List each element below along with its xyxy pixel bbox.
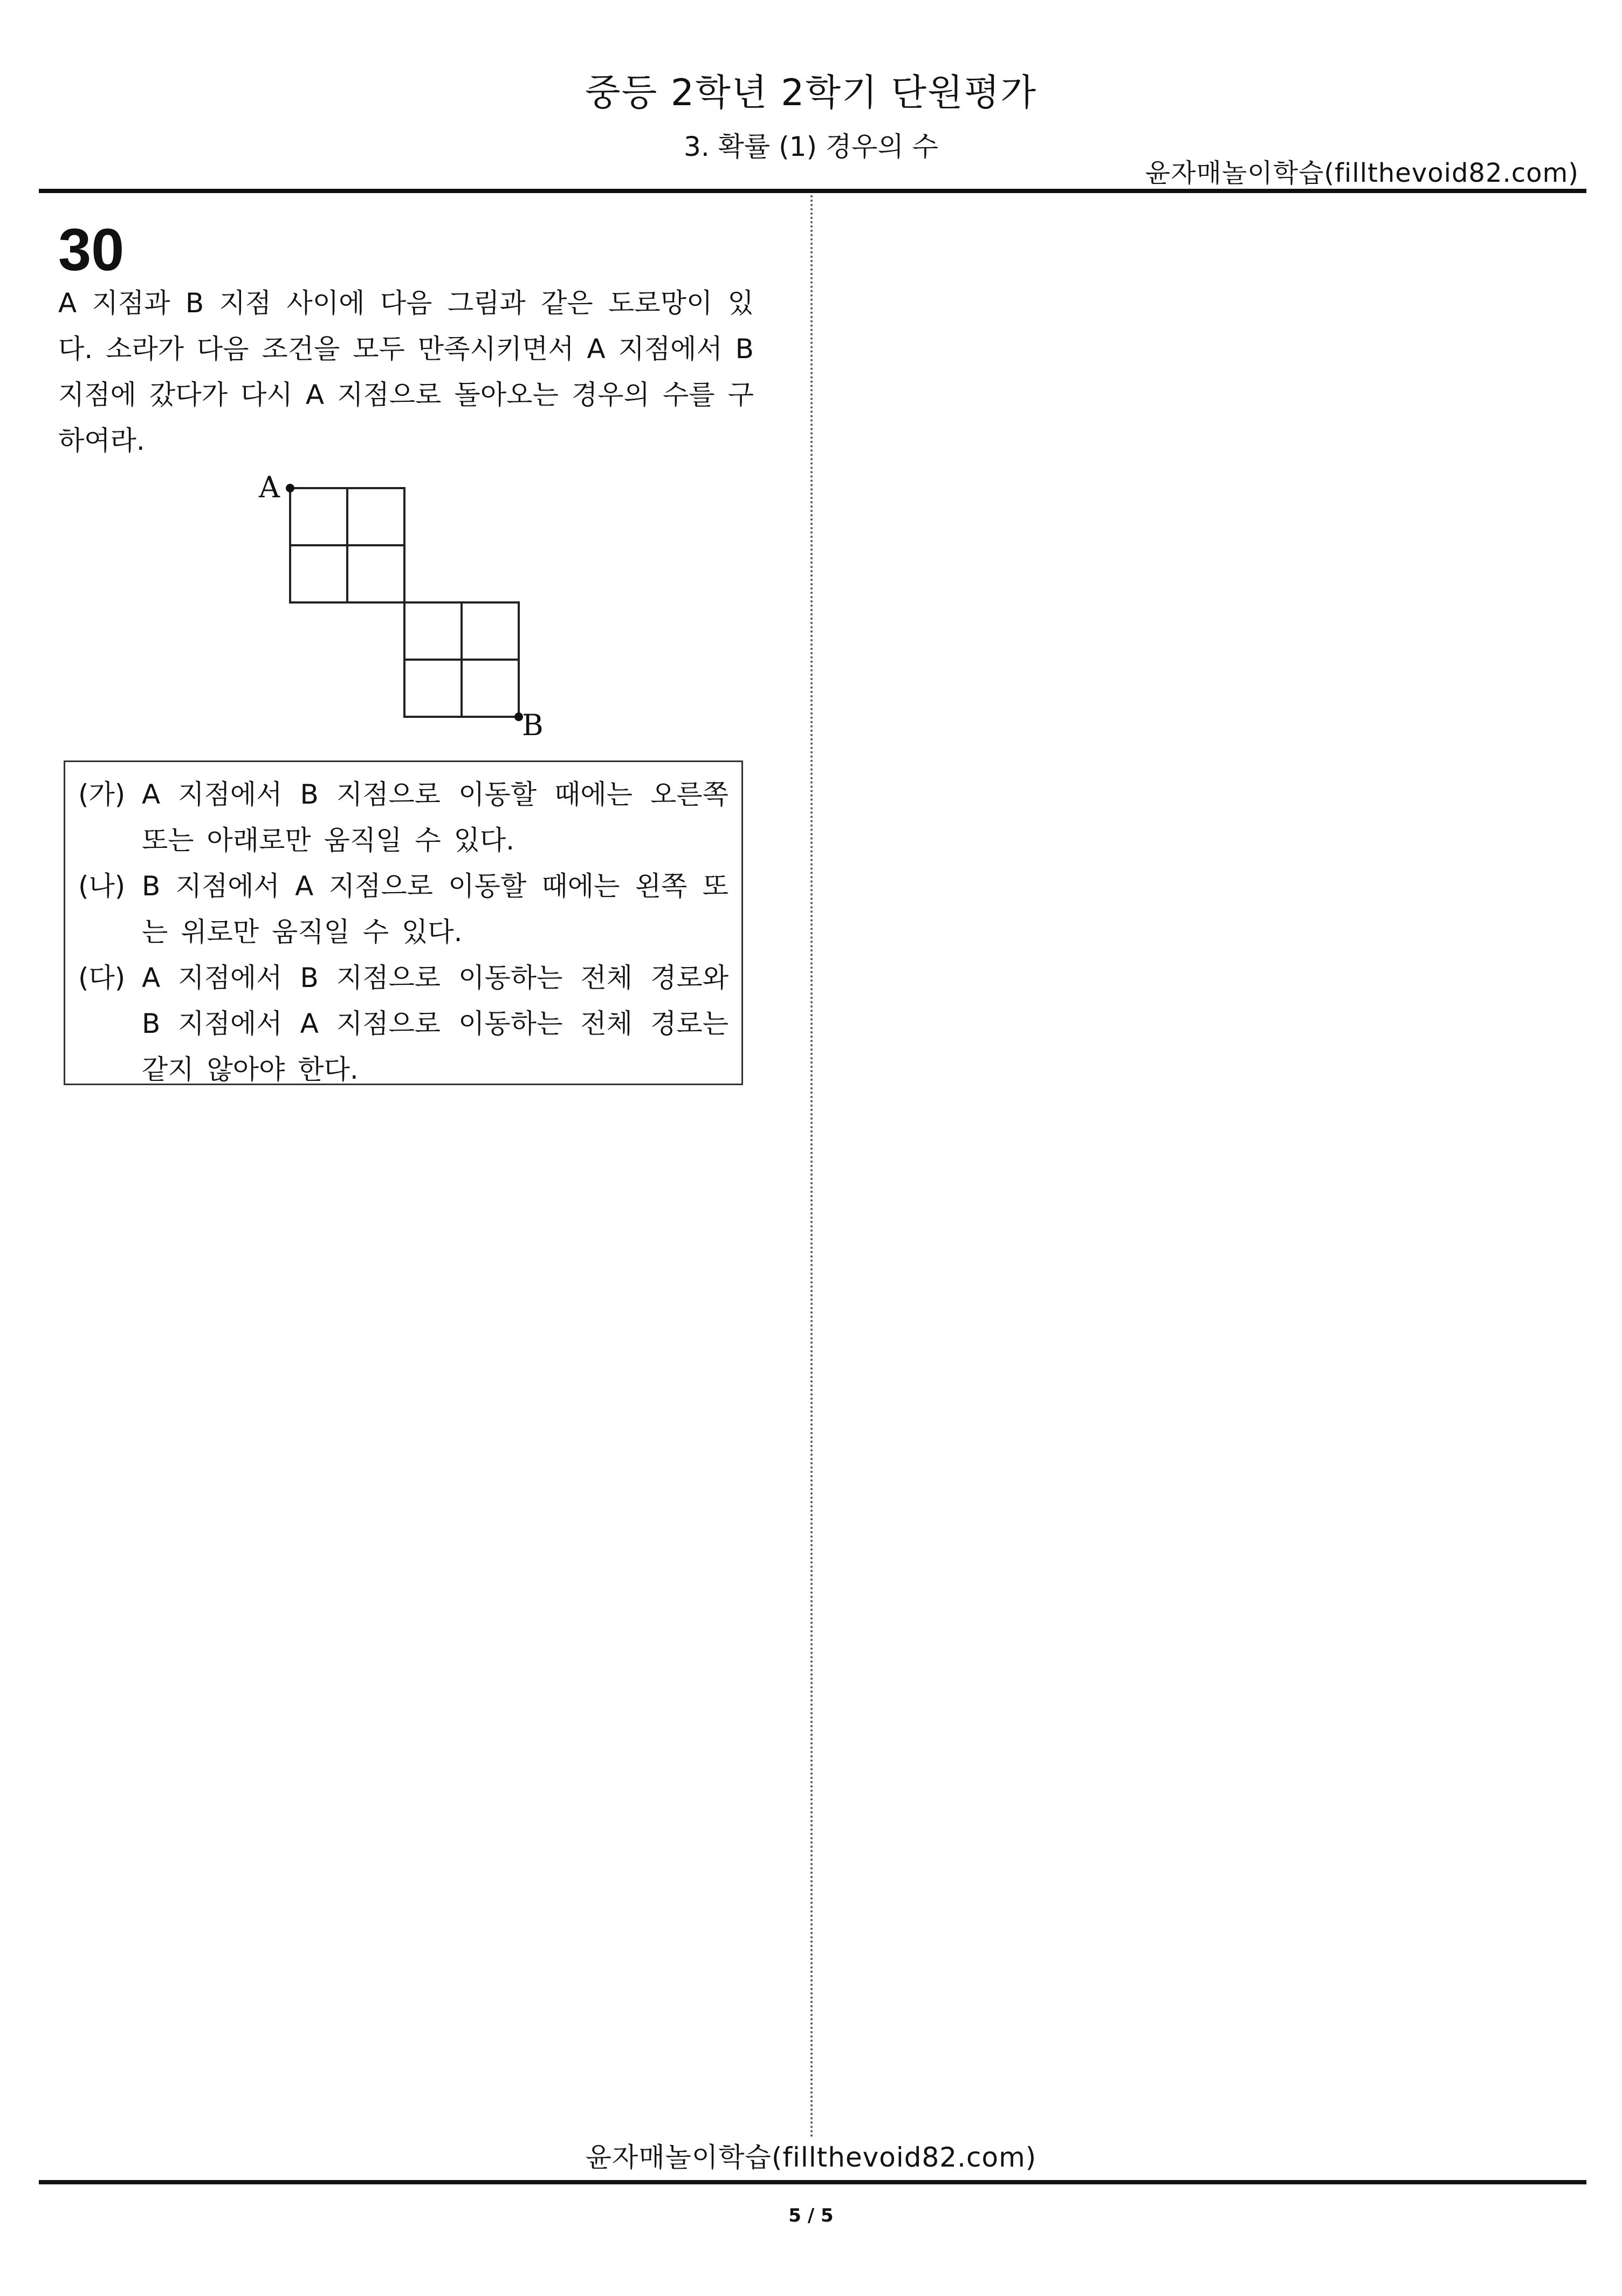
road-grid bbox=[290, 488, 519, 717]
condition-label: (나) bbox=[78, 871, 126, 902]
condition-text: B 지점에서 A 지점으로 이동할 때에는 왼쪽 또는 위로만 움직일 수 있다. bbox=[142, 871, 728, 948]
conditions-box bbox=[64, 760, 743, 1085]
road-network-diagram bbox=[248, 458, 572, 750]
point-a-label: A bbox=[259, 470, 280, 504]
footer-rule bbox=[39, 2180, 1586, 2184]
condition-text: A 지점에서 B 지점으로 이동하는 전체 경로와 B 지점에서 A 지점으로 이동하는 전체 경로는 같지 않아야 한다. bbox=[142, 962, 728, 1085]
point-b-label: B bbox=[522, 708, 544, 742]
condition-label: (다) bbox=[78, 962, 126, 993]
column-divider bbox=[810, 195, 813, 2139]
header-rule bbox=[39, 189, 1586, 193]
condition-text: A 지점에서 B 지점으로 이동할 때에는 오른쪽 또는 아래로만 움직일 수 있다. bbox=[142, 779, 728, 856]
header-brand: 윤자매놀이학습(fillthevoid82.com) bbox=[1145, 158, 1579, 188]
footer-brand: 윤자매놀이학습(fillthevoid82.com) bbox=[585, 2142, 1037, 2173]
condition-item bbox=[78, 955, 728, 1093]
point-a-dot bbox=[286, 484, 294, 492]
document-title: 중등 2학년 2학기 단원평가 bbox=[585, 72, 1037, 114]
document-subtitle: 3. 확률 (1) 경우의 수 bbox=[684, 131, 938, 162]
condition-label: (가) bbox=[78, 779, 126, 810]
question-number: 30 bbox=[58, 217, 125, 283]
page-number: 5 / 5 bbox=[788, 2205, 834, 2226]
question-text: A 지점과 B 지점 사이에 다음 그림과 같은 도로망이 있다. 소라가 다음 조건을 모두 만족시키면서 A 지점에서 B 지점에 갔다가 다시 A 지점으로 돌아오는 경우의 수를 구하여라. bbox=[58, 287, 754, 456]
condition-item bbox=[78, 863, 728, 955]
condition-item bbox=[78, 772, 728, 863]
